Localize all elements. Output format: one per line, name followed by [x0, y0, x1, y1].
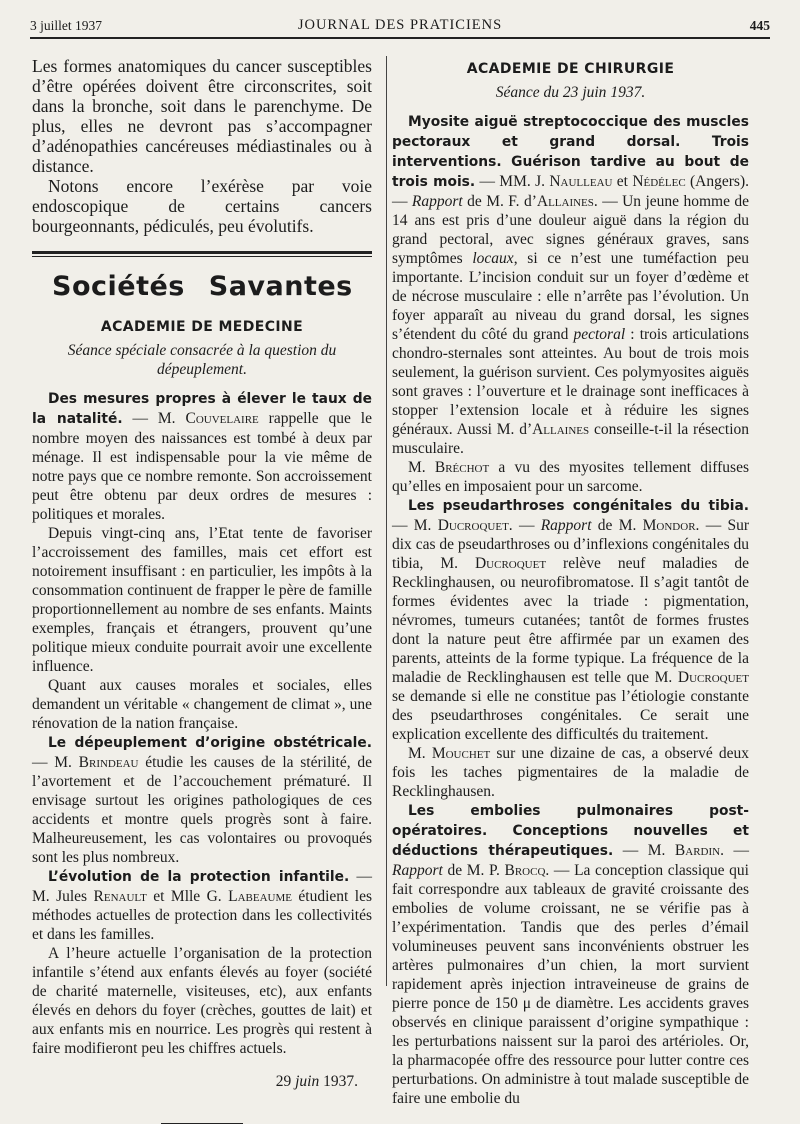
article-heading: Des mesures propres à élever le taux de la natalité. — [32, 391, 372, 427]
seance-subtitle: Séance spéciale consacrée à la question du dépeuplement. — [67, 342, 337, 378]
intro-paragraph-1: Les formes anatomiques du cancer susceptibles d’être opérées doivent être circonscrites, soit dans la bronche, soit dans le parenchyme. De plus, elles ne devront pas s’accompagner d’adénopathies cancéreuses médiastinales ou à distance. — [32, 56, 372, 176]
closing-date: 29 juin 1937. — [275, 1073, 358, 1090]
author-name: Mouchet — [431, 745, 491, 762]
article-heading: Les embolies pulmonaires post-opératoires. Conceptions nouvelles et déductions thérapeutiques. — [392, 803, 749, 859]
article-heading: Le dépeuplement d’origine obstétricale. — [48, 735, 372, 751]
author-name: Renault — [93, 888, 147, 905]
seance-subtitle: Séance du 23 juin 1937. — [495, 84, 646, 101]
author-name: Ducroquet — [677, 669, 749, 686]
author-name: Ducroquet — [437, 517, 509, 534]
right-column — [392, 56, 749, 1108]
author-name: Labeaume — [228, 888, 292, 905]
author-name: Couvelaire — [185, 410, 259, 427]
article-paragraph: M. Mouchet sur une dizaine de cas, a observé deux fois les taches pigmentaires de la maladie de Recklinghausen. — [392, 745, 749, 800]
page-number: 445 — [749, 18, 770, 33]
author-name: Nédélec — [632, 173, 686, 190]
author-name: Mondor — [642, 517, 696, 534]
article-heading: Myosite aiguë streptococcique des muscles pectoraux et grand dorsal. Trois interventions. Guérison tardive au bout de trois mois. — [392, 114, 749, 190]
article-obstetricale: Le dépeuplement d’origine obstétricale. — M. Brindeau étudie les causes de la stérilité, de l’avortement et de l’accouchement prématuré. Il envisage surtout les origines pathologiques de ces accidents et montre quels progrès sont à faire. Malheureusement, les cas volontaires ou provoqués sont les plus nombreux. — [32, 735, 372, 866]
header-rule — [30, 37, 770, 39]
article-paragraph: M. Bréchot a vu des myosites tellement diffuses qu’elles en imposaient pour un sarcome. — [392, 459, 749, 495]
author-name: Brindeau — [78, 754, 139, 771]
page-header — [30, 16, 770, 38]
article-heading: Les pseudarthroses congénitales du tibia. — [408, 498, 749, 514]
author-name: Naulleau — [549, 173, 613, 190]
section-rule-thin — [32, 256, 372, 257]
author-name: Bréchot — [434, 459, 490, 476]
article-heading: L’évolution de la protection infantile. — [48, 869, 350, 885]
column-divider — [386, 56, 387, 986]
author-name: Brocq — [504, 862, 546, 879]
intro-paragraph-2: Notons encore l’exérèse par voie endoscopique de certains cancers bourgeonnants, pédiculés, peu évolutifs. — [32, 176, 372, 236]
article-embolies: Les embolies pulmonaires post-opératoires. Conceptions nouvelles et déductions thérapeutiques. — M. Bardin. — Rapport de M. P. Brocq. — La conception classique qui fait correspondre aux tableaux de gravité croissante des embolies de volume croissant, ne se vérifie pas à l’expérimentation. Tandis que des perles d’émail volumineuses peuvent sans inconvénients obstruer les artères pulmonaires d’un chien, la mort survient rapidement après injection intraveineuse de grains de pierre ponce de 150 μ de diamètre. Les accidents graves observés en clinique paraissent d’origine sympathique : les perturbations naissent sur la paroi des artérioles. Or, la pharmacopée offre des ressource pour lutter contre ces perturbations. On administre à tout malade susceptible de faire une embolie du — [392, 803, 749, 1107]
header-date: 3 juillet 1937 — [30, 18, 102, 33]
journal-title: JOURNAL DES PRATICIENS — [297, 17, 503, 33]
author-name: Allaines — [536, 193, 594, 210]
article-myosite: Myosite aiguë streptococcique des muscles pectoraux et grand dorsal. Trois interventions. Guérison tardive au bout de trois mois. — MM. J. Naulleau et Nédélec (Angers). — Rapport de M. F. d’Allaines. — Un jeune homme de 14 ans est pris d’une douleur aiguë dans la région du grand pectoral, avec signes généraux graves, sans symptômes locaux, si ce n’est une tuméfaction peu importante. L’incision conduit sur un foyer d’œdème et de nécrose musculaire : elle n’arrête pas l’évolution. Un foyer apparaît au niveau du grand dorsal, les signes s’étendent du côté du grand pectoral : trois articulations chondro-sternales sont atteintes. Au bout de trois mois seulement, la guérison survient. Ces polymyosites aiguës sont graves : l’ouverture et le drainage sont inefficaces à stopper l’extension locale et à réduire les signes généraux. Aussi M. d’Allaines conseille-t-il la résection musculaire. — [392, 114, 750, 457]
article-natalite: Des mesures propres à élever le taux de la natalité. — M. Couvelaire rappelle que le nombre moyen des naissances est tombé à deux par ménage. Il est indispensable pour la vie même de notre pays que ce nombre remonte. Son accroissement peut être obtenu par deux ordres de mesures : politiques et morales. — [32, 391, 372, 523]
article-paragraph: A l’heure actuelle l’organisation de la protection infantile s’étend aux enfants élevés au foyer (société de charité maternelle, visiteuses, etc), aux enfants élevés en dehors du foyer (crèches, gouttes de lait) et aux enfants mis en nourrice. Les progrès qui restent à faire modifieront peu les chiffres actuels. — [32, 945, 372, 1057]
author-name: Ducroquet — [474, 555, 547, 572]
left-column — [32, 56, 372, 1124]
article-paragraph: Depuis vingt-cinq ans, l’Etat tente de favoriser l’accroissement des familles, mais cet effort est notoirement insuffisant : en particulier, les impôts à la consommation continuent de frapper le père de famille proportionnellement au nombre de ses enfants. Maints exemples, français et étrangers, prouvent qu’une politique mieux conduite pourrait avoir une excellente influence. — [32, 525, 372, 675]
academy-heading: ACADEMIE DE CHIRURGIE — [466, 61, 675, 77]
academy-heading: ACADEMIE DE MEDECINE — [100, 319, 304, 335]
article-paragraph: Quant aux causes morales et sociales, elles demandent un véritable « changement de climat », une rénovation de la nation française. — [32, 677, 372, 732]
article-protection-infantile: L’évolution de la protection infantile. — M. Jules Renault et Mlle G. Labeaume étudient les méthodes actuelles de protection dans les collectivités et dans les familles. — [32, 868, 372, 943]
section-rule-thick — [32, 251, 372, 254]
author-name: Bardin — [674, 842, 721, 859]
author-name: Allaines — [532, 421, 590, 438]
article-pseudarthroses: Les pseudarthroses congénitales du tibia. — M. Ducroquet. — Rapport de M. Mondor. — Sur dix cas de pseudarthroses ou d’inflexions congénitales du tibia, M. Ducroquet relève neuf maladies de Recklinghausen, ou neurofibromatose. Il s’agit tantôt de formes évidentes avec la triade : pigmentation, névromes, tumeurs cutanées; tantôt de formes frustes dont la nature peut être affirmée par un examen des parents, atteints de la forme typique. La fréquence de la maladie de Recklinghausen est telle que M. Ducroquet se demande si elle ne constitue pas l’étiologie constante des pseudarthroses congénitales. Ce serait une explication excellente des difficultés du traitement. — [392, 498, 749, 743]
section-title: Sociétés Savantes — [52, 271, 353, 302]
